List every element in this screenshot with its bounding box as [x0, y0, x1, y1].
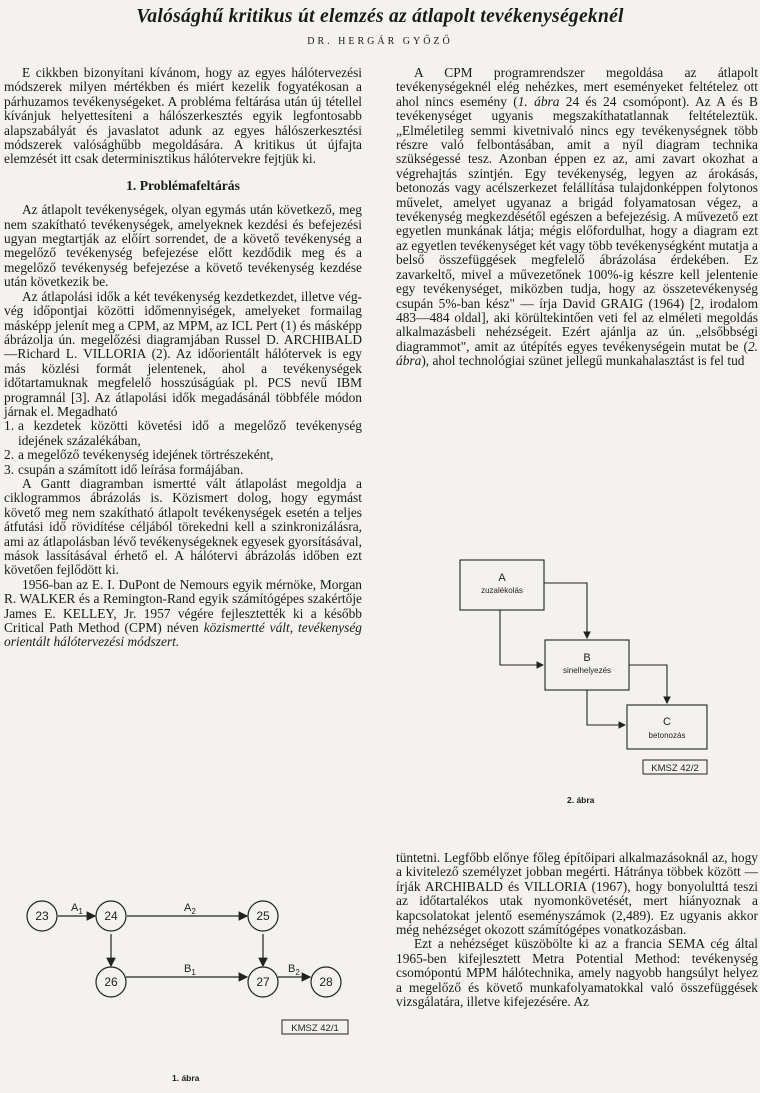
figure-2-precedence-diagram [455, 555, 715, 785]
box-b-letter: B [583, 652, 591, 664]
figure-2-stamp: KMSZ 42/2 [651, 763, 699, 774]
arrow-label-a1: $A_1$ [71, 902, 83, 916]
arrow-label-b2: $B_2$ [288, 963, 300, 977]
node-26: 26 [104, 975, 118, 989]
node-24: 24 [104, 909, 118, 923]
box-c-letter: C [663, 716, 671, 728]
node-28: 28 [319, 975, 333, 989]
figure-1-caption: 1. ábra [172, 1073, 200, 1083]
arrow-label-a2: $A_2$ [184, 902, 196, 916]
figure-1-stamp: KMSZ 42/1 [291, 1023, 339, 1034]
section-heading: 1. Problémafeltárás [126, 177, 240, 193]
node-23: 23 [35, 909, 49, 923]
paragraph: Az átlapolási idők a két tevékenység kezdetkezdet, illetve vég-vég időpontjai közötti időmennyiségek, amelyeket formailag másképp jelenít meg a CPM, az MPM, az ICL Pert (1) és másképp ábrázolja ún. megelőzési diagramjában Russel D. ARCHIBALD—Richard L. VILLORIA (2). Az időorientált hálótervek is egy más közlési formát jelentenek, ahol a tevékenységek időtartamuknak megfelelő hosszúságúak pl. PCS nevű IBM programnál [3]. Az átlapolási idők megadásánál többféle módon járnak el. Megadható [4, 288, 362, 419]
paragraph: Ezt a nehézséget küszöbölte ki az a francia SEMA cég által 1965-ben kifejlesztett Metra Potential Method: tevékenység csomópontú MPM hálótechnika, amely nagyobb hangsúlyt helyez a megelőző és követő munkafolyamatokkal való összefüggések vizsgálatára, illetve kifejezésére. Az [396, 936, 758, 1010]
box-c-label: betonozás [648, 731, 686, 740]
list-item: 1. a kezdetek közötti követési idő a megelőző tevékenység idejének százalékában, [4, 418, 362, 448]
figure-1-network-diagram [20, 898, 360, 1073]
box-a-label: zuzalékolás [481, 586, 523, 595]
list-item: 2. a megelőző tevékenység idejének törtrészeként, [4, 447, 274, 463]
right-column [396, 66, 758, 369]
author: DR. HERGÁR GYŐZŐ [307, 36, 453, 47]
box-a-letter: A [498, 572, 506, 584]
figure-2-caption: 2. ábra [567, 795, 595, 805]
list-item: 3. csupán a számított idő leírása formájában. [4, 461, 244, 477]
node-25: 25 [256, 909, 270, 923]
paragraph: tüntetni. Legfőbb előnye főleg építőipari alkalmazásoknál az, hogy a kivitelező személyzet jobban megérti. Hátránya többek között — írják ARCHIBALD és VILLORIA (1967), hogy bonyolulttá teszi az időtartalékos utak nyomonkövetését, mert hiányoznak a kapcsolatokat jelentő eseményszámok (2,489). Ez ugyanis akkor még nehézséget okozott számítógépes vonatkozásban. [396, 850, 758, 938]
paragraph: A CPM programrendszer megoldása az átlapolt tevékenységeknél elég nehézkes, mert eseményeket feltételez ott ahol nincs esemény (1. ábra 24 és 24 csomópont). Az A és B tevékenységet ugyanis megszakíthatatlannak feltételeztük. „Elméletileg semmi kivetnivaló nincs egy tevékenységnek több részre való felbontásában, amit a nyíl diagram technika szükségessé tesz. Azonban éppen ez az, ami zavart okozhat a végrehajtás szintjén. Egy tevékenység, legyen az árokásás, betonozás vagy acélszerkezet felállítása tulajdonképpen folytonos művelet, amelyet ugyanaz a brigád folyamatosan végez, a tevékenység megkezdésétől egészen a befejezésig. A művezető ezt egyetlen munkának látja; mégis előfordulhat, hogy a diagram ezt az egyetlen tevékenységet két vagy több tevékenységként mutatja a belső összefüggések megfelelő ábrázolása érdekében. Ez zavarkeltő, mivel a művezetőnek 100%-ig készre kell jelentenie egy tevékenységet, miközben tudja, hogy az összetevékenység csupán 5%-ban kész" — írja David GRAIG (1964) [2, irodalom 483—484 oldal], aki körültekintően veti fel az elméleti megoldás alkalmazásbeli nehézségeit. Ezért ajánlja az ún. „elsőbbségi diagrammot", amit az útépítés egyes tevékenységein mutat be (2. ábra), ahol technológiai szünet jellegű munkahalasztást is fel tud [396, 65, 758, 369]
intro-paragraph: E cikkben bizonyítani kívánom, hogy az egyes hálótervezési módszerek milyen mértékben és miért kezelik fogyatékosan a párhuzamos tevékenységeket. A probléma feltárása után új tétellel kívánjuk helyettesíteni a hálószerkesztés egyik legfontosabb alapszabályát és javaslatot adunk az egyes hálószerkesztési módszerek valósághűbb megoldására. A kritikus út újfajta elemzését itt csak determinisztikus hálótervekre fejtjük ki. [4, 65, 362, 167]
article-title: Valósághű kritikus út elemzés az átlapolt tevékenységeknél [136, 6, 624, 27]
node-27: 27 [256, 975, 270, 989]
paragraph: A Gantt diagramban ismertté vált átlapolást megoldja a ciklogrammos ábrázolás is. Közismert dolog, hogy egymást követő meg nem szakítható átlapolt tevékenységek esetén a teljes átfutási idő rövidítése céljából törekedni kell a szinkronizálásra, ami az átlapolásban lévő tevékenységeknek egyesek gyorsításával, mások lassításával érhető el. A hálótervi ábrázolás időben ezt követően fejlődött ki. [4, 475, 362, 578]
paragraph: Az átlapolt tevékenységek, olyan egymás után következő, meg nem szakítható tevékenységek, amelyeknek kezdési és befejezési ugyan megtartják az előírt sorrendet, de a követő tevékenység a megelőző tevékenység befejezése előtt kezdődik meg és a megelőző tevékenység befejezése a követő tevékenység kezdése után következik be. [4, 202, 362, 290]
arrow-label-b1: $B_1$ [184, 963, 196, 977]
box-b-label: sinelhelyezés [562, 666, 612, 675]
left-column [4, 66, 362, 650]
right-column-bottom [396, 851, 758, 1009]
paragraph: 1956-ban az E. I. DuPont de Nemours egyik mérnöke, Morgan R. WALKER és a Remington-Rand egyik számítógépes szakértője James E. KELLEY, Jr. 1957 végére fejlesztették ki a később Critical Path Method (CPM) néven közismertté vált, tevékenység orientált hálótervezési módszert. [4, 576, 362, 650]
